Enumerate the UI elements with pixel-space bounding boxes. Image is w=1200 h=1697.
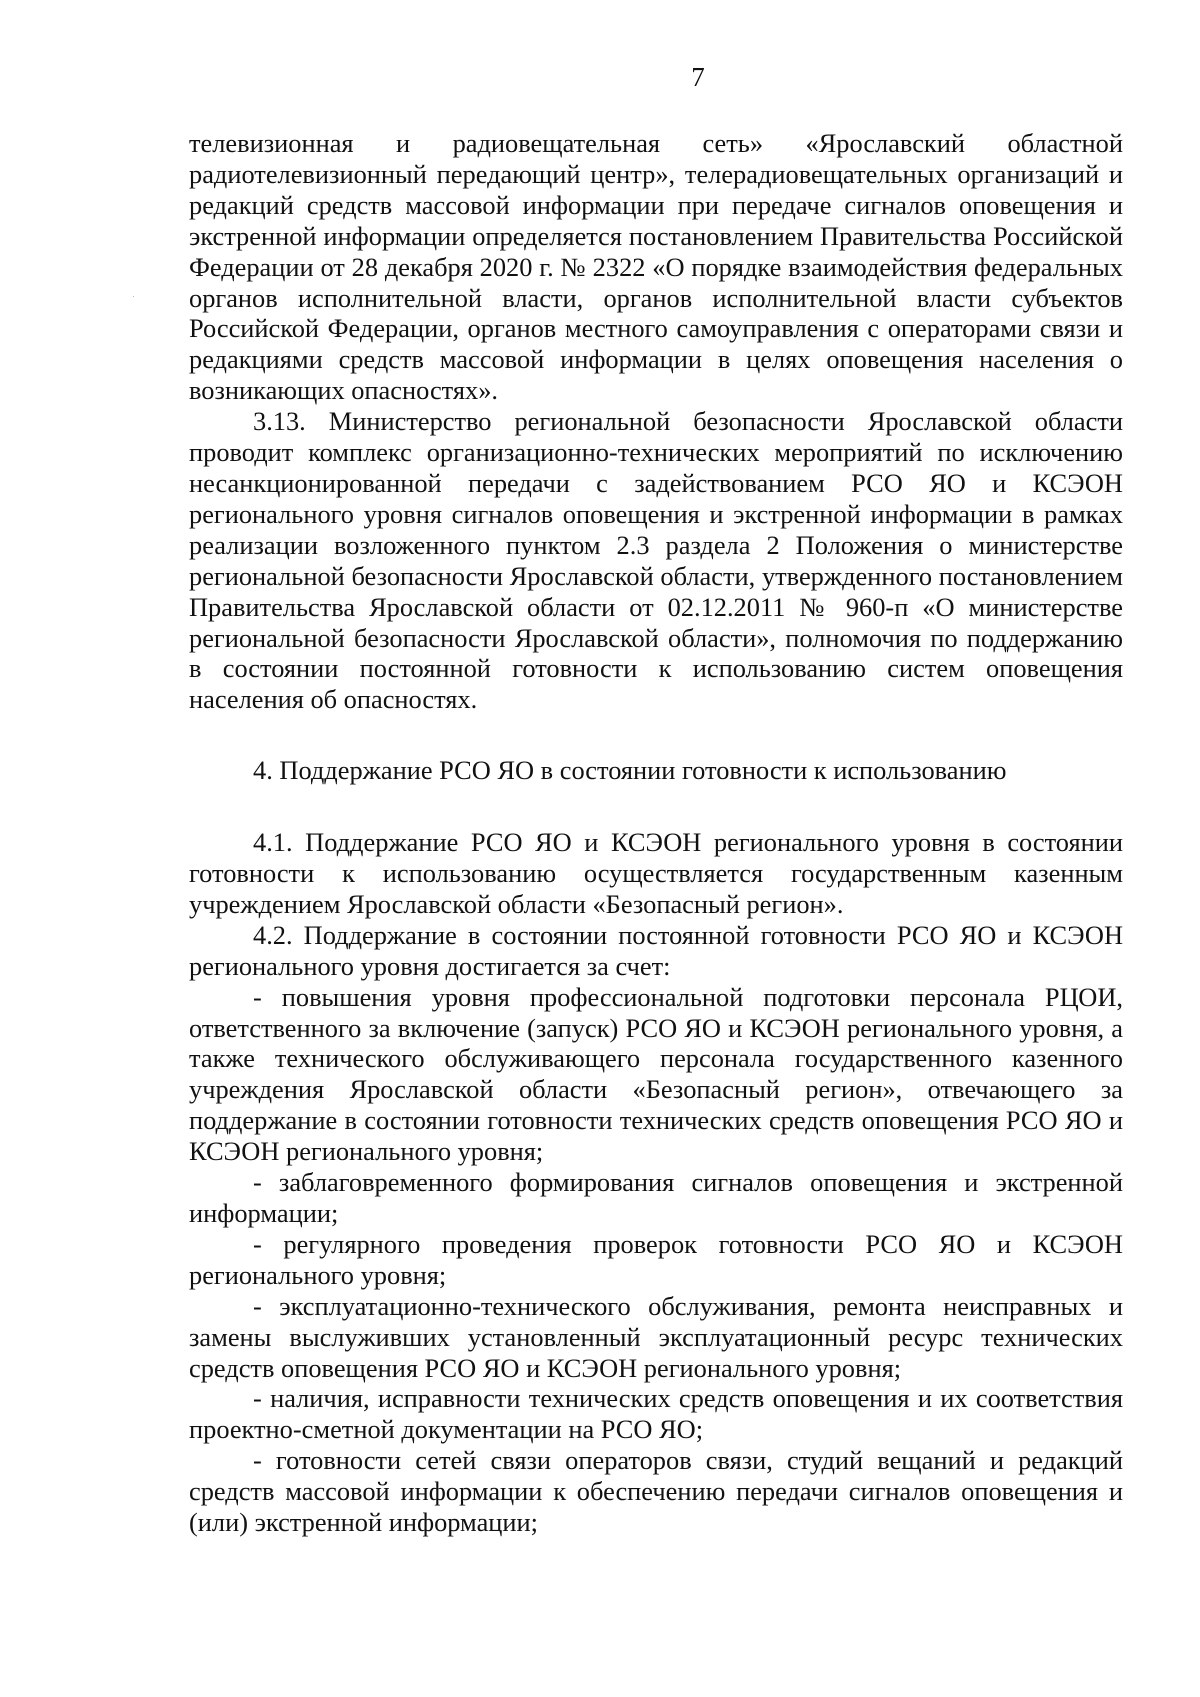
list-item: - повышения уровня профессиональной подготовки персонала РЦОИ, ответственного за включение (запуск) РСО ЯО и КСЭОН регионального уровня, а также технического обслуживающего персонала государственного казенного учреждения Ярославской области «Безопасный регион», отвечающего за поддержание в состоянии готовности технических средств оповещения РСО ЯО и КСЭОН регионального уровня;	[189, 981, 1123, 1167]
list-item: - заблаговременного формирования сигналов оповещения и экстренной информации;	[189, 1167, 1123, 1228]
paragraph-4-1: 4.1. Поддержание РСО ЯО и КСЭОН регионального уровня в состоянии готовности к использованию осуществляется государственным казенным учреждением Ярославской области «Безопасный регион».	[189, 827, 1123, 919]
section-heading: 4. Поддержание РСО ЯО в состоянии готовности к использованию	[253, 755, 1007, 786]
list-item: - наличия, исправности технических средств оповещения и их соответствия проектно-сметной документации на РСО ЯО;	[189, 1383, 1123, 1445]
document-body	[189, 128, 1123, 1538]
paragraph-4-2: 4.2. Поддержание в состоянии постоянной готовности РСО ЯО и КСЭОН регионального уровня достигается за счет:	[189, 919, 1123, 981]
page-number: 7	[691, 62, 705, 92]
paragraph: телевизионная и радиовещательная сеть» «Ярославский областной радиотелевизионный передающий центр», телерадиовещательных организаций и редакций средств массовой информации при передаче сигналов оповещения и экстренной информации определяется постановлением Правительства Российской Федерации от 28 декабря 2020 г. № 2322 «О порядке взаимодействия федеральных органов исполнительной власти, органов исполнительной власти субъектов Российской Федерации, органов местного самоуправления с операторами связи и редакциями средств массовой информации в целях оповещения населения о возникающих опасностях».	[189, 128, 1123, 406]
list-item: - эксплуатационно-технического обслуживания, ремонта неисправных и замены выслуживших установленный эксплуатационный ресурс технических средств оповещения РСО ЯО и КСЭОН регионального уровня;	[189, 1290, 1123, 1383]
list-item: - готовности сетей связи операторов связи, студий вещаний и редакций средств массовой информации к обеспечению передачи сигналов оповещения и (или) экстренной информации;	[189, 1445, 1123, 1538]
list-item: - регулярного проведения проверок готовности РСО ЯО и КСЭОН регионального уровня;	[189, 1228, 1123, 1290]
paragraph-3-13: 3.13. Министерство региональной безопасности Ярославской области проводит комплекс организационно-технических мероприятий по исключению несанкционированной передачи с задействованием РСО ЯО и КСЭОН регионального уровня сигналов оповещения и экстренной информации в рамках реализации возложенного пунктом 2.3 раздела 2 Положения о министерстве региональной безопасности Ярославской области, утвержденного постановлением Правительства Ярославской области от 02.12.2011 № 960-п «О министерстве региональной безопасности Ярославской области», полномочия по поддержанию в состоянии постоянной готовности к использованию систем оповещения населения об опасностях.	[189, 406, 1123, 715]
scan-artifact	[133, 296, 134, 297]
